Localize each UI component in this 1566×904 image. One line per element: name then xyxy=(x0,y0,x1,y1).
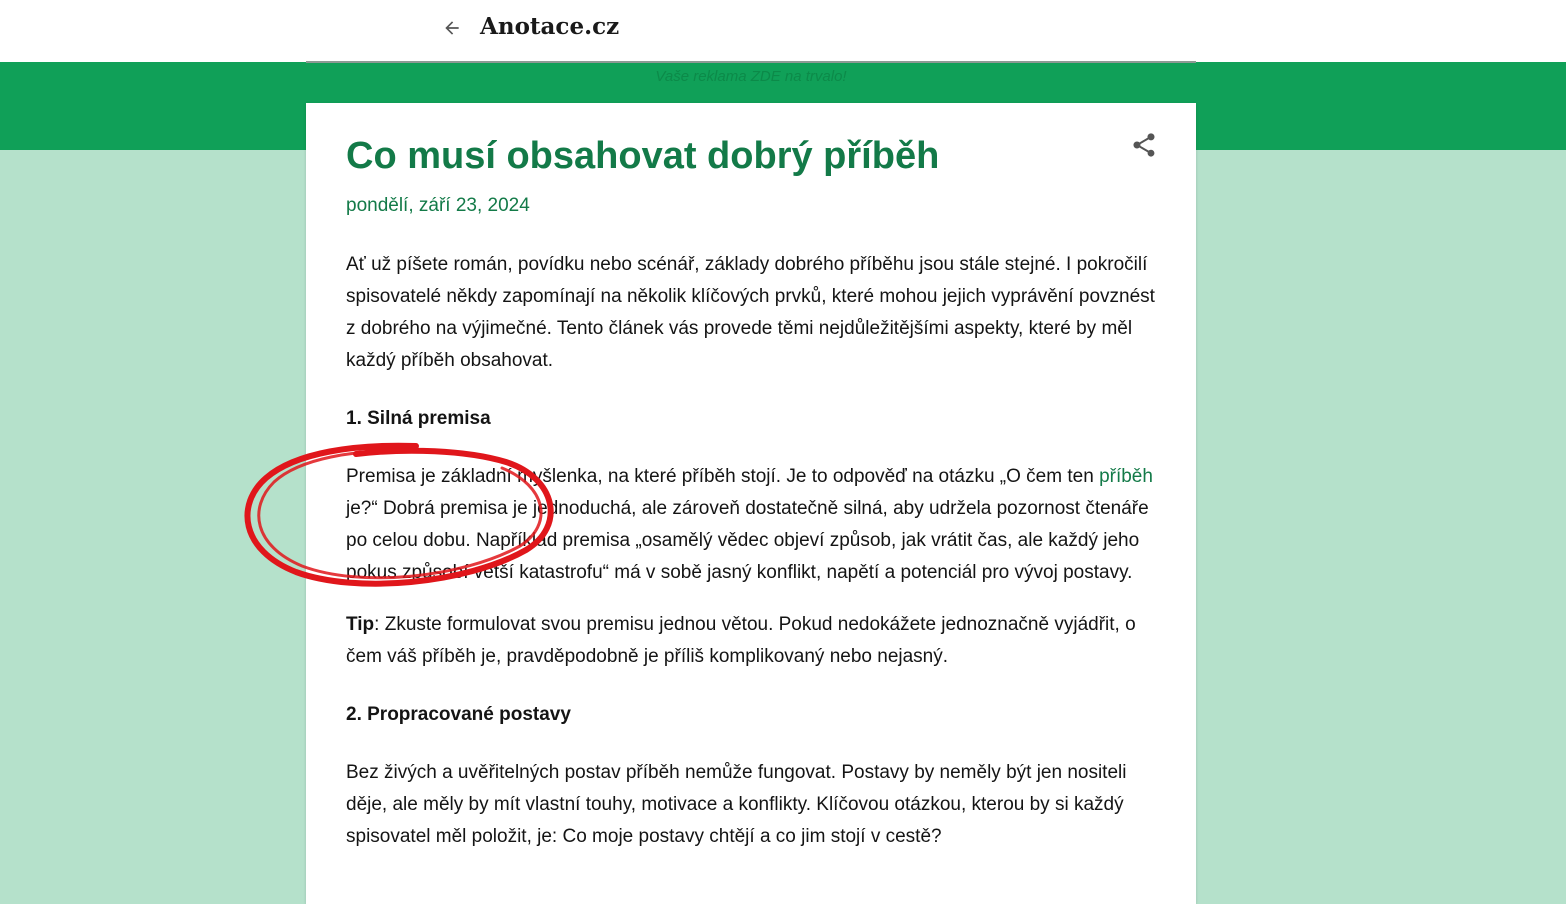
story-link[interactable]: příběh xyxy=(1099,466,1153,487)
top-bar xyxy=(0,0,1566,62)
post-date[interactable]: pondělí, září 23, 2024 xyxy=(346,195,530,216)
divider xyxy=(306,61,1196,63)
share-icon xyxy=(1130,131,1158,159)
back-button[interactable] xyxy=(436,14,468,42)
post-body xyxy=(346,249,1166,853)
premise-paragraph xyxy=(346,461,1166,589)
post-card xyxy=(306,103,1196,904)
share-button[interactable] xyxy=(1130,131,1158,159)
arrow-left-icon xyxy=(442,18,462,38)
tip-text: : Zkuste formulovat svou premisu jednou větou. Pokud nedokážete jednoznačně vyjádřit, o čem váš příběh je, pravděpodobně je příliš komplikovaný nebo nejasný. xyxy=(346,614,1136,667)
section-heading-premise: 1. Silná premisa xyxy=(346,408,491,429)
tip-paragraph xyxy=(346,609,1166,673)
section-heading-characters: 2. Propracované postavy xyxy=(346,704,571,725)
site-title[interactable]: Anotace.cz xyxy=(480,13,620,40)
intro-paragraph: Ať už píšete román, povídku nebo scénář, základy dobrého příběhu jsou stále stejné. I pokročilí spisovatelé někdy zapomínají na několik klíčových prvků, které mohou jejich vyprávění povznést z dobrého na výjimečné. Tento článek vás provede těmi nejdůležitějšími aspekty, které by měl každý příběh obsahovat. xyxy=(346,254,1155,371)
premise-text-start: Premisa je základní myšlenka, na které příběh stojí. Je to odpověď na otázku „O čem ten xyxy=(346,466,1100,487)
premise-text-end: je?“ Dobrá premisa je jednoduchá, ale zároveň dostatečně silná, aby udržela pozornost čtenáře po celou dobu. Například premisa „osamělý vědec objeví způsob, jak vrátit čas, ale každý jeho pokus způsobí větší katastrofu“ má v sobě jasný konflikt, napětí a potenciál pro vývoj postavy. xyxy=(346,498,1149,583)
ad-banner-text[interactable]: Vaše reklama ZDE na trvalo! xyxy=(655,68,847,85)
characters-paragraph: Bez živých a uvěřitelných postav příběh nemůže fungovat. Postavy by neměly být jen nositeli děje, ale měly by mít vlastní touhy, motivace a konflikty. Klíčovou otázkou, kterou by si každý spisovatel měl položit, je: Co moje postavy chtějí a co jim stojí v cestě? xyxy=(346,762,1127,847)
post-title: Co musí obsahovat dobrý příběh xyxy=(346,135,940,177)
tip-label: Tip xyxy=(346,614,375,635)
